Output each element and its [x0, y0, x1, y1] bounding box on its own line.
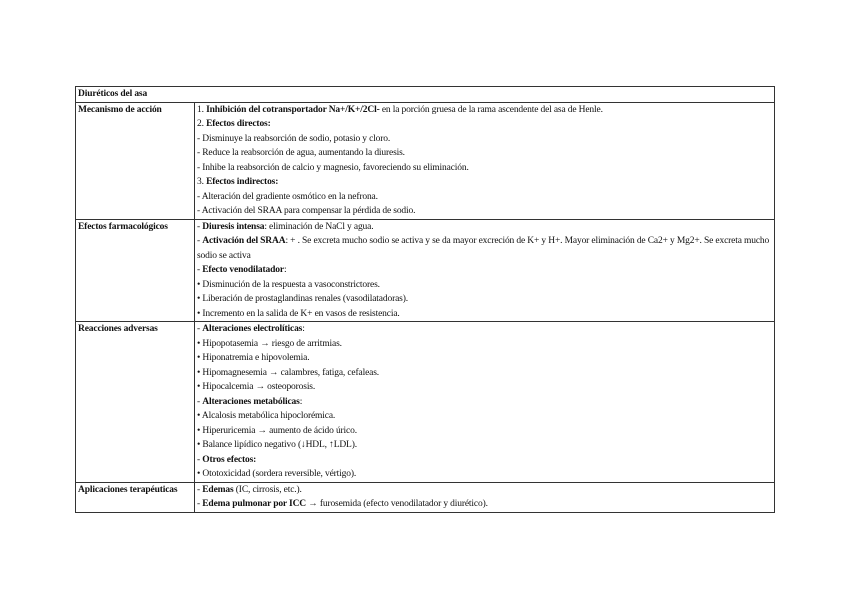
content-line: [197, 220, 772, 235]
line-text: - Alteración del gradiente osmótico en la nefrona.: [197, 191, 378, 202]
line-bold-text: Inhibición del cotransportador Na+/K+/2Cl-: [206, 104, 380, 115]
row-label: Reacciones adversas: [76, 322, 195, 483]
line-text: • Balance lipídico negativo (↓HDL, ↑LDL).: [197, 440, 357, 450]
table-row: [76, 102, 775, 219]
line-text: • Incremento en la salida de K+ en vasos de resistencia.: [197, 308, 400, 319]
line-text: • Hiponatremia e hipovolemia.: [197, 353, 310, 363]
line-text: • Hiperuricemia → aumento de ácido úrico.: [197, 425, 357, 436]
row-content: [195, 219, 775, 322]
line-text: • Ototoxicidad (sordera reversible, vértigo).: [197, 469, 357, 479]
line-prefix: -: [197, 221, 203, 232]
content-line: [197, 278, 772, 293]
table-row: [76, 219, 775, 322]
content-line: [197, 234, 772, 263]
content-line: [197, 117, 772, 132]
line-prefix: -: [197, 454, 203, 465]
row-content: [195, 482, 775, 512]
content-line: [197, 292, 772, 307]
line-prefix: -: [197, 265, 203, 275]
line-prefix: -: [197, 499, 203, 509]
line-bold-text: Alteraciones metabólicas: [202, 396, 300, 407]
line-text: - Disminuye la reabsorción de sodio, potasio y cloro.: [197, 133, 391, 144]
line-bold-text: Alteraciones electrolíticas: [202, 324, 303, 334]
content-line: [197, 175, 772, 190]
content-line: [197, 424, 772, 439]
content-line: [197, 204, 772, 219]
line-bold-text: Otros efectos:: [202, 454, 257, 465]
line-text: → furosemida (efecto venodilatador y diurético).: [306, 499, 488, 509]
line-prefix: 2.: [197, 119, 207, 129]
content-line: [197, 483, 772, 498]
content-line: [197, 453, 772, 468]
line-text: (IC, cirrosis, etc.).: [233, 484, 302, 495]
line-text: en la porción gruesa de la rama ascendente del asa de Henle.: [379, 104, 603, 115]
row-content: [195, 322, 775, 483]
line-text: - Reduce la reabsorción de agua, aumentando la diuresis.: [197, 148, 405, 158]
line-bold-text: Efectos directos:: [206, 119, 271, 129]
table-row: [76, 482, 775, 512]
content-line: [197, 190, 772, 205]
content-line: [197, 366, 772, 381]
line-text: • Hipomagnesemia → calambres, fatiga, cefaleas.: [197, 367, 379, 378]
content-line: [197, 161, 772, 176]
line-text: : eliminación de NaCl y agua.: [264, 221, 374, 232]
line-text: - Activación del SRAA para compensar la pérdida de sodio.: [197, 206, 416, 216]
row-content: [195, 102, 775, 219]
diuretics-table: [75, 86, 775, 513]
line-text: :: [302, 324, 305, 334]
content-line: [197, 467, 772, 482]
content-line: [197, 146, 772, 161]
line-text: • Hipopotasemia → riesgo de arritmias.: [197, 338, 342, 349]
content-line: [197, 497, 772, 512]
line-prefix: -: [197, 396, 203, 407]
line-prefix: -: [197, 324, 203, 334]
row-label: Aplicaciones terapéuticas: [76, 482, 195, 512]
table-title: Diuréticos del asa: [76, 87, 775, 103]
line-text: :: [299, 396, 303, 407]
line-text: • Alcalosis metabólica hipoclorémica.: [197, 411, 336, 421]
content-line: [197, 103, 772, 118]
line-bold-text: Efecto venodilatador: [202, 265, 284, 275]
line-text: : + . Se excreta mucho sodio se activa y se da mayor excreción de K+ y H+. Mayor eliminación de Ca2+ y Mg2+. Se excreta mucho sodio se activa: [197, 236, 770, 261]
row-label: Mecanismo de acción: [76, 102, 195, 219]
content-line: [197, 132, 772, 147]
content-line: [197, 337, 772, 352]
line-prefix: 1.: [197, 104, 207, 115]
line-text: • Disminución de la respuesta a vasoconstrictores.: [197, 279, 380, 290]
line-bold-text: Diuresis intensa: [202, 221, 265, 232]
line-prefix: -: [197, 236, 203, 246]
content-line: [197, 263, 772, 278]
line-bold-text: Edemas: [202, 484, 234, 495]
row-label: Efectos farmacológicos: [76, 219, 195, 322]
line-text: - Inhibe la reabsorción de calcio y magnesio, favoreciendo su eliminación.: [197, 162, 469, 173]
content-line: [197, 380, 772, 395]
content-line: [197, 322, 772, 337]
line-text: • Liberación de prostaglandinas renales (vasodilatadoras).: [197, 294, 408, 304]
line-text: • Hipocalcemia → osteoporosis.: [197, 382, 316, 392]
content-line: [197, 409, 772, 424]
content-line: [197, 351, 772, 366]
line-prefix: 3.: [197, 177, 207, 187]
table-header-row: [76, 87, 775, 103]
line-bold-text: Efectos indirectos:: [206, 177, 279, 187]
table-row: [76, 322, 775, 483]
line-bold-text: Activación del SRAA: [202, 236, 286, 246]
line-text: :: [283, 265, 287, 275]
content-line: [197, 395, 772, 410]
line-bold-text: Edema pulmonar por ICC: [202, 499, 307, 509]
line-prefix: -: [197, 484, 203, 495]
content-line: [197, 438, 772, 453]
content-line: [197, 307, 772, 322]
